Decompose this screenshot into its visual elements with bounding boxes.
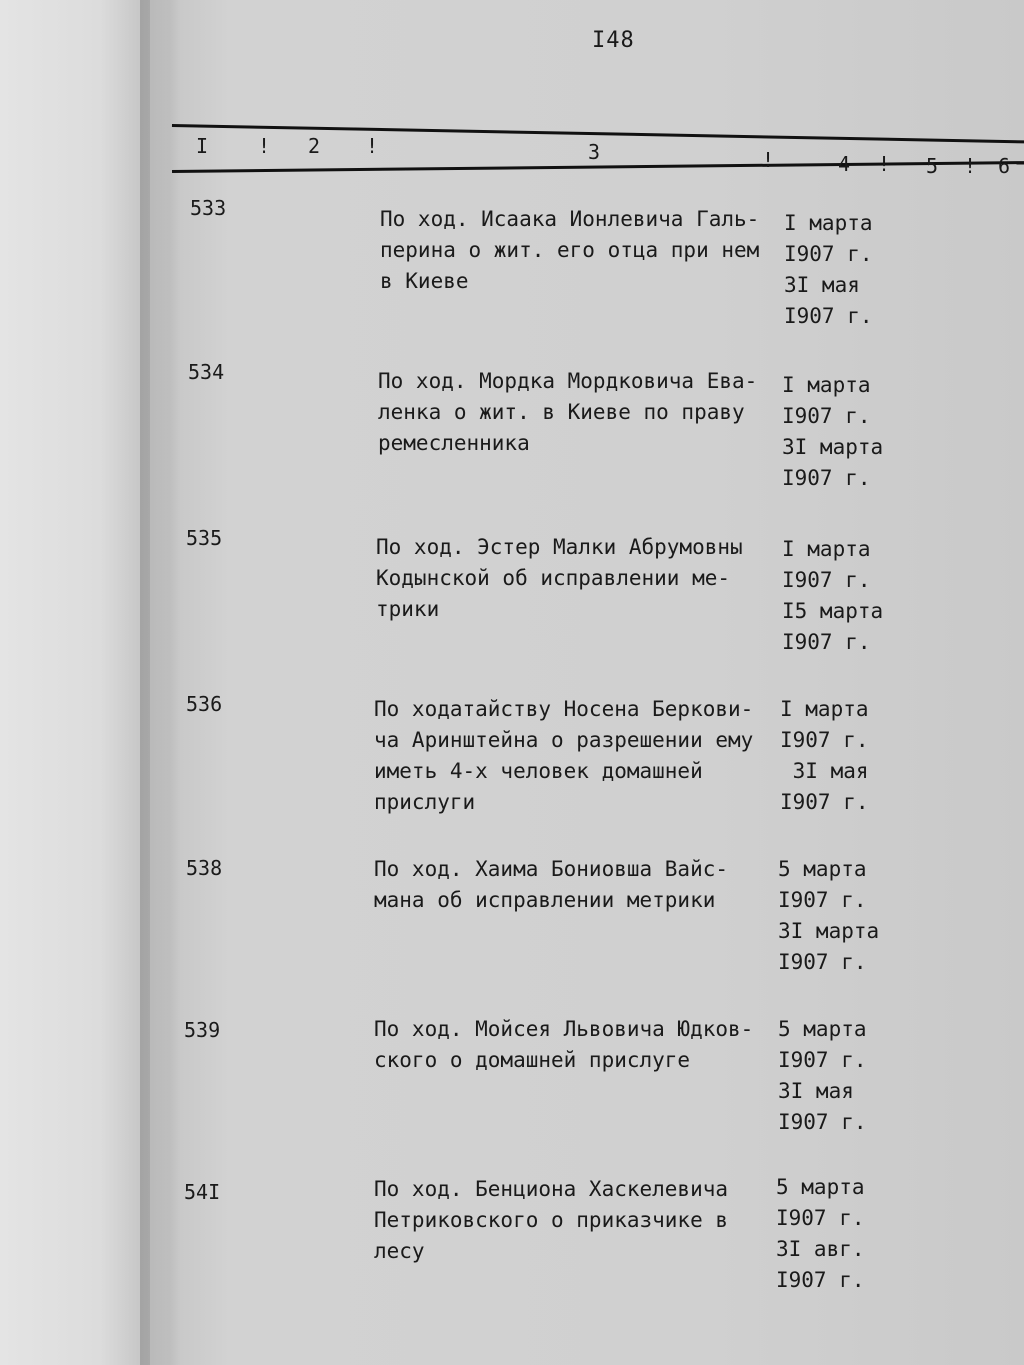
column-separator: ! [258, 134, 271, 158]
page-number: I48 [592, 28, 635, 53]
column-separator: ! [762, 148, 775, 172]
column-1-header: I [196, 134, 209, 158]
entry-description: По ход. Исаака Ионлевича Галь- перина о жит. его отца при нем в Киеве [380, 207, 760, 293]
column-2-header: 2 [308, 134, 321, 158]
entry-description: По ход. Мойсея Львовича Юдков- ского о домашней прислуге [374, 1017, 754, 1072]
entry-description: По ход. Бенциона Хаскелевича Петриковского о приказчике в лесу [374, 1177, 729, 1263]
entry-dates: I марта I907 г. 3I марта I907 г. [782, 373, 884, 490]
entry-dates: 5 марта I907 г. 3I авг. I907 г. [776, 1175, 865, 1292]
entry-dates: 5 марта I907 г. 3I мая I907 г. [778, 1017, 867, 1134]
column-4-header: 4 [838, 152, 851, 176]
page-fold-shadow [140, 0, 180, 1365]
column-separator: ! [366, 134, 379, 158]
entry-dates: 5 марта I907 г. 3I марта I907 г. [778, 857, 880, 974]
column-separator: ! [964, 154, 977, 178]
binding-gutter [0, 0, 150, 1365]
column-separator: ! [878, 152, 891, 176]
entry-dates: I марта I907 г. 3I мая I907 г. [784, 211, 873, 328]
entry-dates: I марта I907 г. 3I мая I907 г. [780, 697, 869, 814]
column-5-header: 5 [926, 154, 939, 178]
entry-description: По ход. Эстер Малки Абрумовны Кодынской об исправлении ме- трики [376, 535, 743, 621]
entry-number: 536 [186, 692, 223, 716]
entry-number: 539 [184, 1018, 221, 1042]
entry-number: 533 [190, 196, 227, 220]
entry-number: 538 [186, 856, 223, 880]
entry-number: 54I [184, 1180, 221, 1204]
column-3-header: 3 [588, 140, 601, 164]
entry-number: 535 [186, 526, 223, 550]
entry-number: 534 [188, 360, 225, 384]
entry-description: По ходатайству Носена Беркови- ча Аринштейна о разрешении ему иметь 4-х человек домашней прислуги [374, 697, 754, 814]
column-6-header: 6 [998, 154, 1011, 178]
entry-description: По ход. Хаима Бониовша Вайс- мана об исправлении метрики [374, 857, 729, 912]
entry-description: По ход. Мордка Мордковича Ева- ленка о жит. в Киеве по праву ремесленника [378, 369, 758, 455]
entry-dates: I марта I907 г. I5 марта I907 г. [782, 537, 884, 654]
